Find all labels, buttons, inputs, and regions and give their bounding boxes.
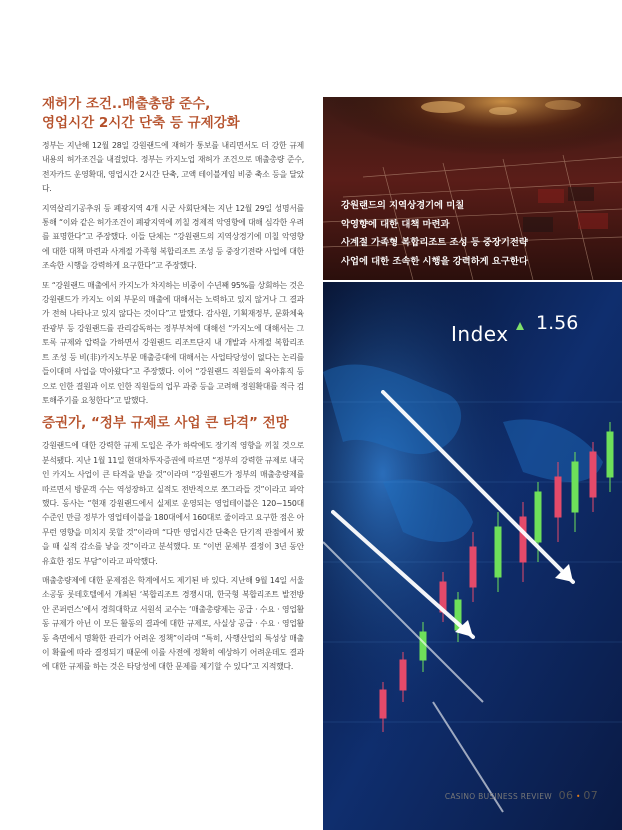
- page-number-right: 07: [583, 789, 598, 802]
- article-column: [42, 95, 304, 680]
- caption-line: 사계절 가족형 복합리조트 조성 등 중장기전략: [341, 237, 528, 248]
- paragraph: 정부는 지난해 12월 28일 강원랜드에 재허가 통보를 내리면서도 더 강한 규제 내용의 허가조건을 내걸었다. 정부는 카지노업 재허가 조건으로 매출총량 준수, 전자카드 운영확대, 영업시간 2시간 단축, 고액 테이블게임 비중 축소 등을 달았다.: [42, 141, 304, 194]
- caption-line: 강원랜드의 지역상경기에 미칠: [341, 200, 465, 211]
- paragraph: 강원랜드에 대한 강력한 규제 도입은 주가 하락에도 장기적 영향을 끼칠 것으로 분석됐다. 지난 1월 11일 현대차투자증권에 따르면 “정부의 강력한 규제로 내국인 카지노 사업이 큰 타격을 받을 것”이라며 “강원랜드가 정부의 매출총량제를 따르면서 방문객 수는 역성장하고 실적도 전반적으로 쪼그라들 것”이라고 파악했다. 동사는 “현재 강원랜드에서 실제로 운영되는 영업테이블은 120~150대 수준인 만큼 정부가 영업테이블을 180대에서 160대로 줄이라고 요구한 점은 아무런 영향을 미치지 못할 것”이라며 “다만 영업시간 단축은 단기적 관점에서 봤을 때 실적 감소를 낳을 것”이라고 분석했다. 또 “이번 문체부 결정이 3년 동안 유효한 점도 부담”이라고 파악했다.: [42, 441, 304, 566]
- stock-index-photo: [323, 282, 622, 830]
- page-footer: [445, 789, 598, 802]
- page-separator: •: [575, 792, 581, 801]
- paragraph: 또 “강원랜드 매출에서 카지노가 차지하는 비중이 수년째 95%를 상회하는 것은 강원랜드가 카지노 이외 부문의 매출에 대해서는 노력하고 있지 않거나 그 결과가 전혀 나타나고 있지 않다는 것이다”고 말했다. 감사원, 기획재정부, 문화체육관광부 등 강원랜드를 관리감독하는 정부부처에 대해선 “카지노에 대해서는 그토록 규제와 압력을 가하면서 강원랜드 리조트단지 내 개발과 사계절 복합리조트 조성 등 비(非)카지노부문 매출증대에 대해서는 사업타당성이 없다는 논리를 들이대며 사업을 막아왔다”고 주장했다. 이어 “강원랜드 직원들의 육아휴직 등으로 인한 결원과 이로 인한 직원들의 업무 과중 등을 고려해 정원확대를 적극 검토해주기를 요청한다”고 말했다.: [42, 280, 304, 405]
- page-number-left: 06: [558, 789, 574, 802]
- index-value: 1.56: [536, 312, 579, 334]
- paragraph: 지역살리기공추위 등 폐광지역 4개 시군 사회단체는 지난 12월 29일 성명서를 통해 “이와 같은 허가조건이 폐광지역에 끼칠 경제적 악영향에 대해 심각한 우려를 표명한다”고 주장했다. 이들 단체는 “강원랜드의 지역상경기에 미칠 악영향에 대한 대책 마련과 사계절 가족형 복합리조트 조성 등 중장기전략 사업에 대한 조속한 시행을 강력하게 요구한다”고 주장했다.: [42, 203, 304, 271]
- caption-line: 악영향에 대한 대책 마련과: [341, 218, 450, 230]
- section-title-securities: 증권가, “정부 규제로 사업 큰 타격” 전망: [42, 415, 289, 432]
- title-line: 재허가 조건..매출총량 준수,: [42, 96, 211, 112]
- title-line: 영업시간 2시간 단축 등 규제강화: [42, 115, 240, 131]
- index-label: Index: [451, 322, 509, 346]
- casino-table-photo: [323, 97, 622, 280]
- stock-index-image: [323, 282, 622, 830]
- paragraph: 매출총량제에 대한 문제점은 학계에서도 제기된 바 있다. 지난해 9월 14일 서울 소공동 롯데호텔에서 개최된 ‘복합리조트 경쟁시대, 한국형 복합리조트 발전방안 콘퍼런스’에서 경희대학교 서원석 교수는 ‘매출총량제는 공급 · 수요 · 영업활동 규제가 아닌 이 모든 활동의 결과에 대한 규제로, 사실상 공급 · 수요 · 영업활동 측면에서 명확한 관리가 어려운 정책”이라며 “특히, 사행산업의 특성상 매출이 확률에 따라 결정되기 때문에 이를 사전에 정확히 예상하기 어려운데도 결과에 대한 규제를 하는 것은 타당성에 대한 문제를 제기할 수 있다”고 지적했다.: [42, 575, 304, 672]
- photo-caption: [341, 197, 611, 271]
- magazine-name: CASINO BUSINESS REVIEW: [444, 792, 552, 801]
- caption-line: 사업에 대한 조속한 시행을 강력하게 요구한다: [341, 255, 528, 267]
- section-title-regulation: [42, 95, 304, 133]
